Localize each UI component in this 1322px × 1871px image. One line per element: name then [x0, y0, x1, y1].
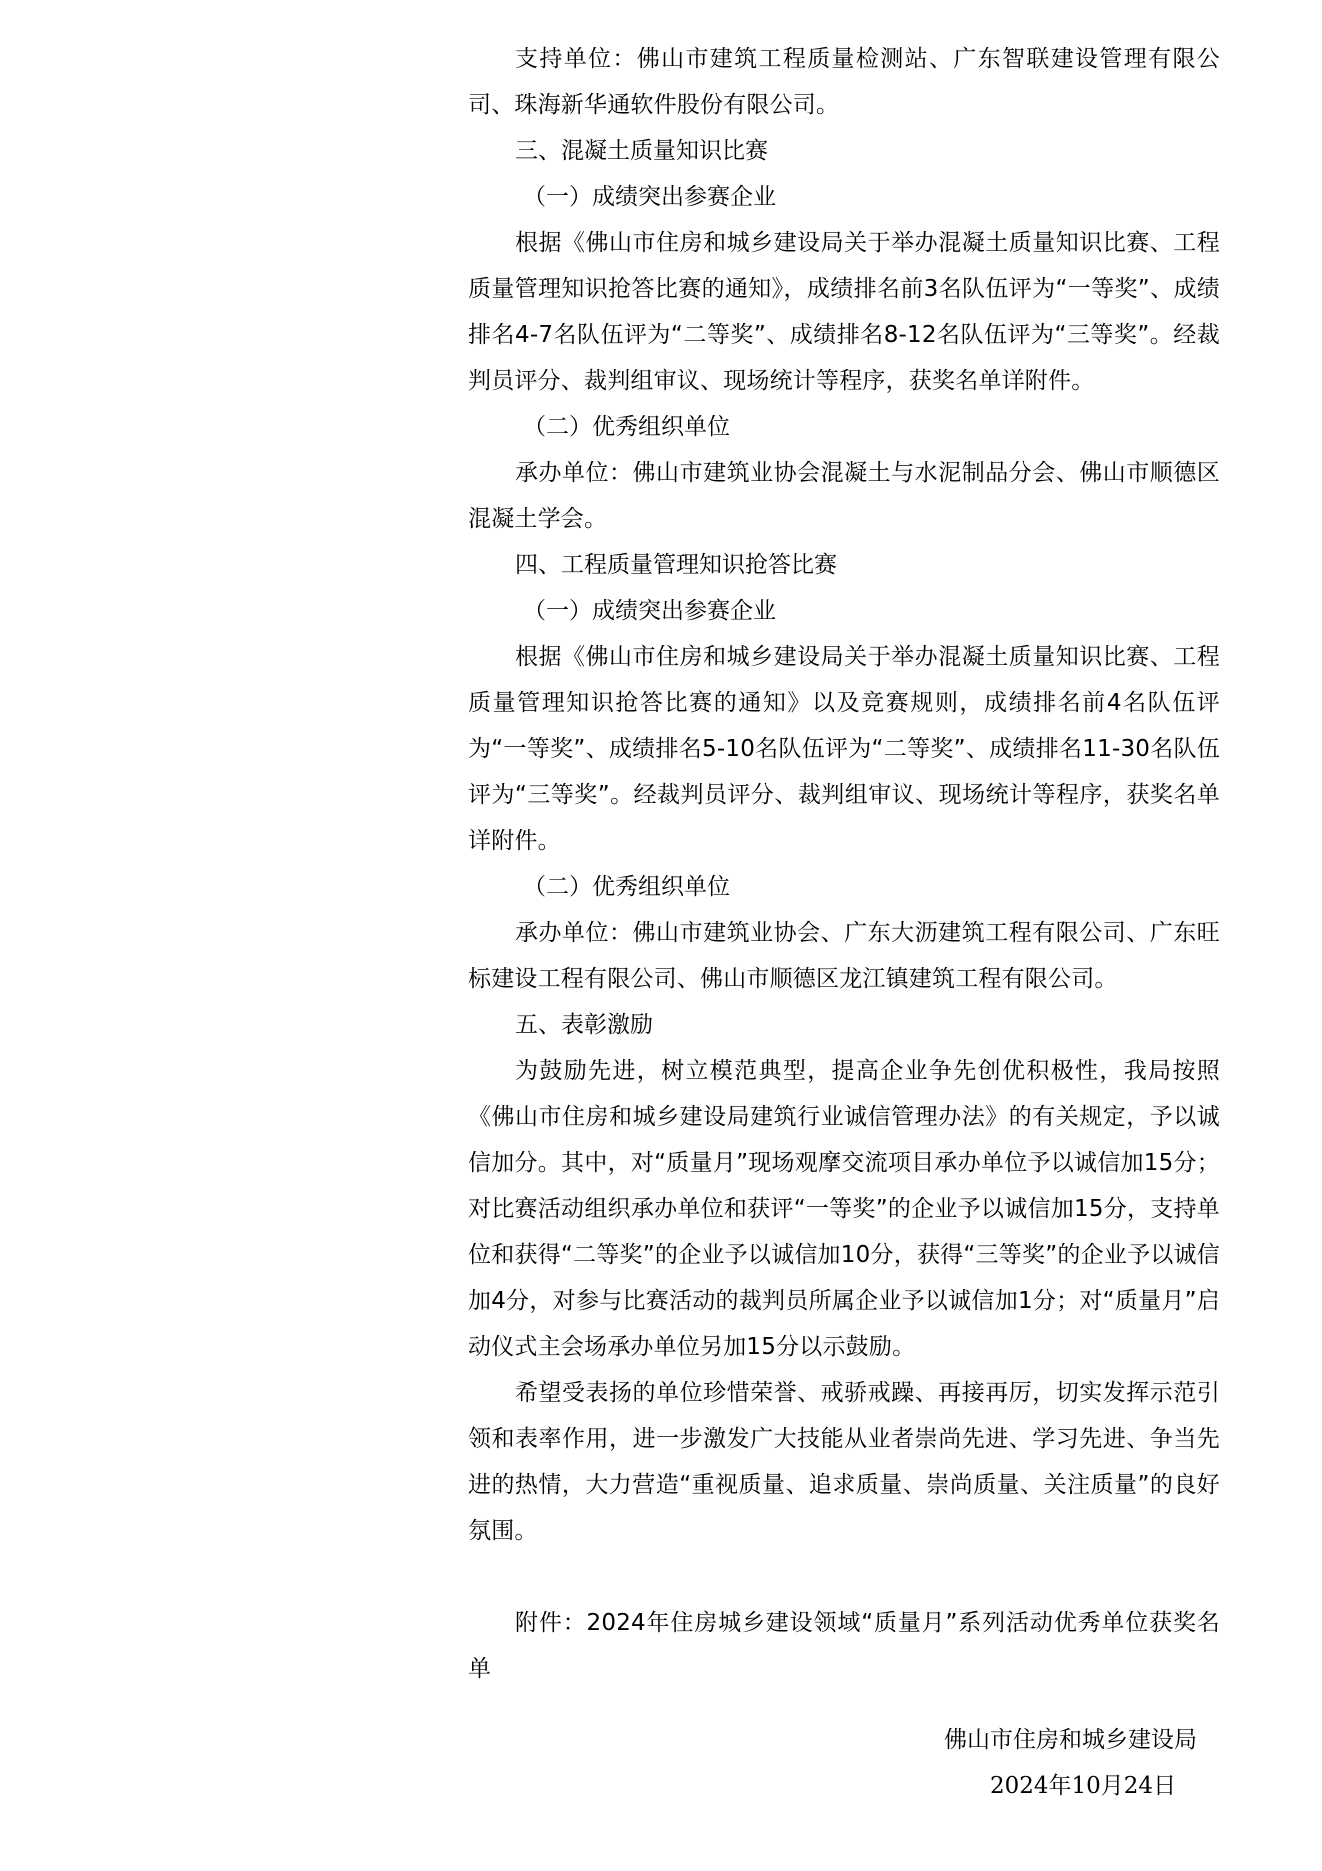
concrete-contest-awards-paragraph: 根据《佛山市住房和城乡建设局关于举办混凝土质量知识比赛、工程质量管理知识抢答比赛的通知》，成绩排名前3名队伍评为“一等奖”、成绩排名4-7名队伍评为“二等奖”、成绩排名8-12名队伍评为“三等奖”。经裁判员评分、裁判组审议、现场统计等程序，获奖名单详附件。: [468, 230, 1220, 394]
quality-quiz-organizers-paragraph: 承办单位：佛山市建筑业协会、广东大沥建筑工程有限公司、广东旺标建设工程有限公司、佛山市顺德区龙江镇建筑工程有限公司。: [468, 920, 1220, 992]
attachment-paragraph: 附件：2024年住房城乡建设领域“质量月”系列活动优秀单位获奖名单: [468, 1610, 1220, 1682]
subheading-outstanding-participants: （一）成绩突出参赛企业: [523, 184, 776, 210]
section-heading-incentives: 五、表彰激励: [515, 1012, 653, 1038]
subheading-excellent-organizers-quiz: （二）优秀组织单位: [523, 874, 730, 900]
quality-quiz-awards-paragraph: 根据《佛山市住房和城乡建设局关于举办混凝土质量知识比赛、工程质量管理知识抢答比赛的通知》以及竞赛规则，成绩排名前4名队伍评为“一等奖”、成绩排名5-10名队伍评为“二等奖”、成绩排名11-30名队伍评为“三等奖”。经裁判员评分、裁判组审议、现场统计等程序，获奖名单详附件。: [468, 644, 1220, 854]
subheading-excellent-organizers: （二）优秀组织单位: [523, 414, 730, 440]
blank-line: [468, 1554, 1220, 1600]
closing-paragraph: 希望受表扬的单位珍惜荣誉、戒骄戒躁、再接再厉，切实发挥示范引领和表率作用，进一步激发广大技能从业者崇尚先进、学习先进、争当先进的热情，大力营造“重视质量、追求质量、崇尚质量、关注质量”的良好氛围。: [468, 1380, 1220, 1544]
subheading-outstanding-participants-quiz: （一）成绩突出参赛企业: [523, 598, 776, 624]
signature-organization: 佛山市住房和城乡建设局: [944, 1727, 1197, 1753]
support-units-paragraph: 支持单位：佛山市建筑工程质量检测站、广东智联建设管理有限公司、珠海新华通软件股份有限公司。: [468, 46, 1220, 118]
document-body: [468, 36, 1220, 1692]
section-heading-concrete-contest: 三、混凝土质量知识比赛: [515, 138, 768, 164]
incentives-paragraph: 为鼓励先进，树立模范典型，提高企业争先创优积极性，我局按照《佛山市住房和城乡建设局建筑行业诚信管理办法》的有关规定，予以诚信加分。其中，对“质量月”现场观摩交流项目承办单位予以诚信加15分；对比赛活动组织承办单位和获评“一等奖”的企业予以诚信加15分，支持单位和获得“二等奖”的企业予以诚信加10分，获得“三等奖”的企业予以诚信加4分，对参与比赛活动的裁判员所属企业予以诚信加1分；对“质量月”启动仪式主会场承办单位另加15分以示鼓励。: [468, 1058, 1220, 1360]
concrete-contest-organizers-paragraph: 承办单位：佛山市建筑业协会混凝土与水泥制品分会、佛山市顺德区混凝土学会。: [468, 460, 1220, 532]
signature-date: 2024年10月24日: [990, 1773, 1177, 1799]
section-heading-quality-quiz: 四、工程质量管理知识抢答比赛: [515, 552, 837, 578]
